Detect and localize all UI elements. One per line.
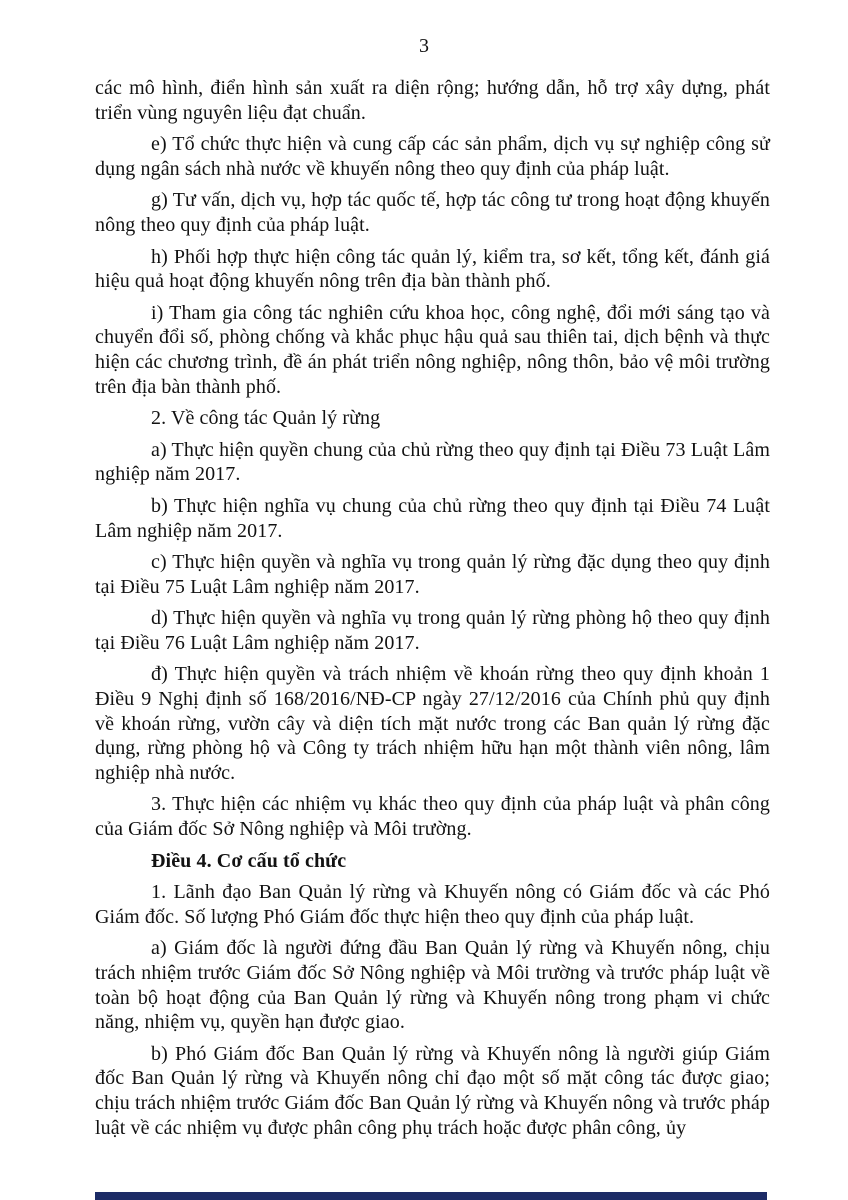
paragraph-item-d-rung: d) Thực hiện quyền và nghĩa vụ trong quản lý rừng phòng hộ theo quy định tại Điều 76 Luật Lâm nghiệp năm 2017. bbox=[95, 607, 770, 654]
paragraph-item-e: e) Tổ chức thực hiện và cung cấp các sản phẩm, dịch vụ sự nghiệp công sử dụng ngân sách nhà nước về khuyến nông theo quy định của pháp luật. bbox=[95, 133, 770, 180]
paragraph-item-b-rung: b) Thực hiện nghĩa vụ chung của chủ rừng theo quy định tại Điều 74 Luật Lâm nghiệp năm 2017. bbox=[95, 494, 770, 542]
page-bottom-bar bbox=[95, 1192, 767, 1200]
paragraph-item-h: h) Phối hợp thực hiện công tác quản lý, kiểm tra, sơ kết, tổng kết, đánh giá hiệu quả hoạt động khuyến nông trên địa bàn thành phố. bbox=[95, 245, 770, 293]
article-heading-dieu-4: Điều 4. Cơ cấu tổ chức bbox=[151, 849, 347, 872]
paragraph-item-a-rung: a) Thực hiện quyền chung của chủ rừng theo quy định tại Điều 73 Luật Lâm nghiệp năm 2017. bbox=[95, 438, 770, 486]
paragraph-item-g: g) Tư vấn, dịch vụ, hợp tác quốc tế, hợp tác công tư trong hoạt động khuyến nông theo quy định của pháp luật. bbox=[95, 189, 770, 236]
document-body bbox=[95, 76, 770, 1140]
paragraph-section-2: 2. Về công tác Quản lý rừng bbox=[151, 407, 381, 430]
paragraph-continuation: các mô hình, điển hình sản xuất ra diện rộng; hướng dẫn, hỗ trợ xây dựng, phát triển vùng nguyên liệu đạt chuẩn. bbox=[95, 77, 770, 124]
paragraph-item-c-rung: c) Thực hiện quyền và nghĩa vụ trong quản lý rừng đặc dụng theo quy định tại Điều 75 Luật Lâm nghiệp năm 2017. bbox=[95, 551, 770, 598]
page-number: 3 bbox=[419, 35, 429, 57]
paragraph-section-1-dieu4: 1. Lãnh đạo Ban Quản lý rừng và Khuyến nông có Giám đốc và các Phó Giám đốc. Số lượng Phó Giám đốc thực hiện theo quy định của pháp luật. bbox=[95, 881, 770, 928]
paragraph-item-a-giamdoc: a) Giám đốc là người đứng đầu Ban Quản lý rừng và Khuyến nông, chịu trách nhiệm trước Giám đốc Sở Nông nghiệp và Môi trường và trước pháp luật về toàn bộ hoạt động của Ban Quản lý rừng và Khuyến nông trong phạm vi chức năng, nhiệm vụ, quyền hạn được giao. bbox=[95, 937, 770, 1034]
paragraph-item-dd-rung: đ) Thực hiện quyền và trách nhiệm về khoán rừng theo quy định khoản 1 Điều 9 Nghị định số 168/2016/NĐ-CP ngày 27/12/2016 của Chính phủ quy định về khoán rừng, vườn cây và diện tích mặt nước trong các Ban quản lý rừng đặc dụng, rừng phòng hộ và Công ty trách nhiệm hữu hạn một thành viên nông, lâm nghiệp nhà nước. bbox=[95, 663, 770, 784]
paragraph-item-b-phogiamdoc: b) Phó Giám đốc Ban Quản lý rừng và Khuyến nông là người giúp Giám đốc Ban Quản lý rừng và Khuyến nông chỉ đạo một số mặt công tác được giao; chịu trách nhiệm trước Giám đốc Ban Quản lý rừng và Khuyến nông và trước pháp luật về các nhiệm vụ được phân công phụ trách hoặc được phân công, ủy bbox=[95, 1042, 770, 1139]
paragraph-item-i: i) Tham gia công tác nghiên cứu khoa học, công nghệ, đổi mới sáng tạo và chuyển đổi số, phòng chống và khắc phục hậu quả sau thiên tai, dịch bệnh và thực hiện các chương trình, đề án phát triển nông nghiệp, nông thôn, bảo vệ môi trường trên địa bàn thành phố. bbox=[95, 301, 770, 398]
paragraph-section-3: 3. Thực hiện các nhiệm vụ khác theo quy định của pháp luật và phân công của Giám đốc Sở Nông nghiệp và Môi trường. bbox=[95, 793, 770, 841]
